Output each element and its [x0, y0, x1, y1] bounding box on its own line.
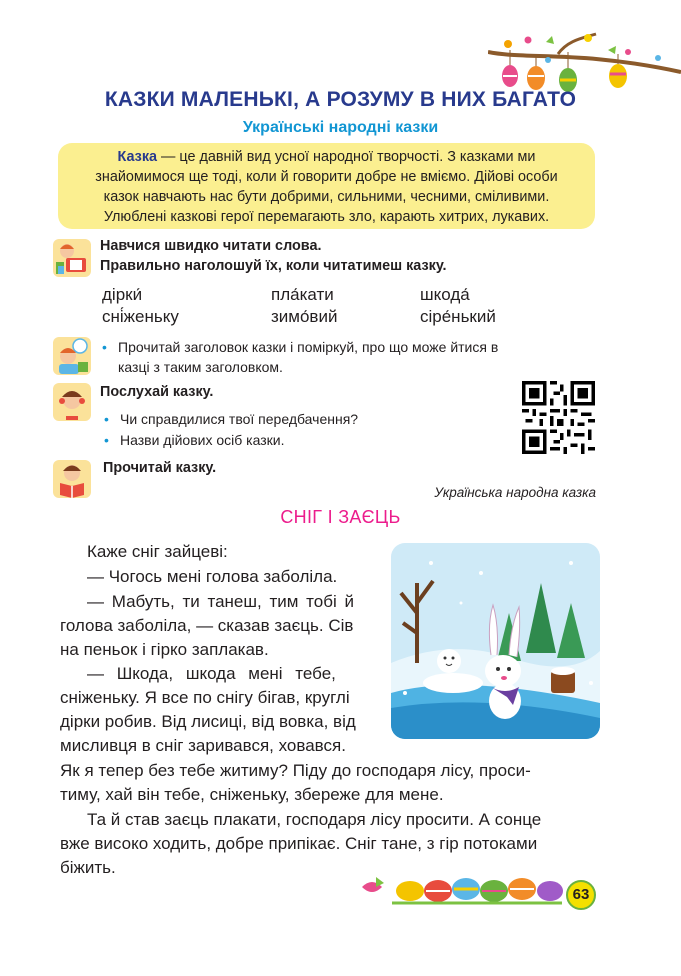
task4-heading: Прочитай казку.	[103, 460, 217, 476]
thinking-child-icon	[52, 336, 92, 376]
task2-line-2: казці з таким заголовком.	[118, 359, 283, 375]
task3-q2-text: Назви дійових осіб казки.	[120, 432, 285, 448]
task1-line-1: Навчися швидко читати слова.	[100, 238, 322, 254]
task3-q1-text: Чи справдилися твої передбачення?	[120, 411, 359, 427]
story-line: сніженьку. Я все по снігу бігав, круглі	[60, 688, 350, 707]
definition-term: Казка	[117, 149, 158, 165]
qr-code[interactable]	[522, 381, 595, 454]
definition-box	[58, 143, 595, 229]
bullet-dot: •	[104, 411, 109, 427]
story-title: СНІГ І ЗАЄЦЬ	[280, 507, 401, 527]
story-line: голова заболіла, — сказав заєць. Сів	[60, 616, 354, 635]
story-line: — Чогось мені голова заболіла.	[87, 567, 338, 586]
bullet-dot: •	[102, 339, 107, 355]
word-zymovyi: зимо́вий	[271, 307, 338, 326]
bullet-dot: •	[104, 432, 109, 448]
story-line: біжить.	[60, 858, 116, 877]
definition-line-4: Улюблені казкові герої перемагають зло, карають хитрих, лукавих.	[103, 209, 550, 225]
story-line: мисливця в сніг заривався, ховався.	[60, 736, 346, 755]
story-line: тиму, хай він тебе, сніженьку, збереже для мене.	[60, 785, 444, 804]
task1-line-2: Правильно наголошуй їх, коли читатимеш казку.	[100, 258, 447, 274]
story-line: — Мабуть, ти танеш, тим тобі й	[87, 592, 354, 611]
listening-child-icon	[52, 382, 92, 422]
story-source: Українська народна казка	[434, 485, 596, 500]
reading-child-icon	[52, 238, 92, 278]
page-title: КАЗКИ МАЛЕНЬКІ, А РОЗУМУ В НИХ БАГАТО	[104, 88, 577, 111]
bunny-snowman-illustration	[391, 543, 600, 739]
definition-line-3: казок навчають нас бути добрими, сильними, чесними, сміливими.	[103, 189, 550, 205]
definition-line-1: — це давній вид усної народної творчості. З казками ми	[157, 149, 536, 165]
task2-text	[102, 337, 499, 357]
definition-line-2: знайомимося ще тоді, коли й говорити добре не вміємо. Дійові особи	[95, 169, 558, 185]
task3-question-1	[104, 409, 359, 429]
story-line: Та й став заєць плакати, господаря лісу просити. А сонце	[87, 810, 542, 829]
page-number: 63	[566, 880, 596, 910]
word-dirky: дірки́	[102, 285, 143, 304]
book-reading-child-icon	[52, 459, 92, 499]
section-subtitle: Українські народні казки	[242, 119, 439, 136]
task2-line-1: Прочитай заголовок казки і поміркуй, про що може йтися в	[118, 339, 499, 355]
task3-question-2	[104, 430, 285, 450]
task3-heading: Послухай казку.	[100, 384, 214, 400]
story-line: Каже сніг зайцеві:	[87, 542, 228, 561]
word-sirenkyi: сіре́нький	[420, 307, 496, 326]
story-line: — Шкода, шкода мені тебе,	[87, 664, 336, 683]
story-line: Як я тепер без тебе житиму? Піду до господаря лісу, проси-	[60, 761, 531, 780]
word-plakaty: пла́кати	[271, 285, 334, 304]
story-line: на пеньок і гірко заплакав.	[60, 640, 269, 659]
easter-eggs-decoration	[362, 867, 602, 909]
word-shkoda: шкода́	[420, 285, 470, 304]
story-line: дірки робив. Від лисиці, від вовка, від	[60, 712, 356, 731]
word-snizhenku: сні́женьку	[102, 307, 179, 326]
story-line: вже високо ходить, добре припікає. Сніг тане, з гір потоками	[60, 834, 538, 853]
